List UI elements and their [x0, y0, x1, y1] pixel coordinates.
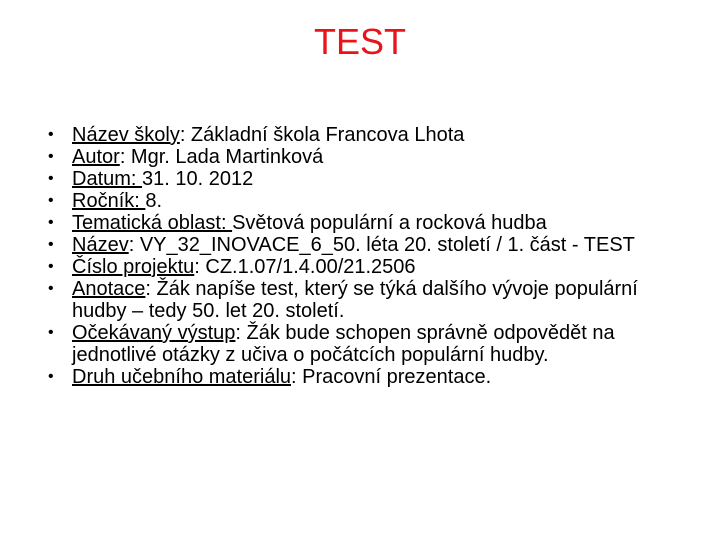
slide-title: TEST: [313, 21, 406, 62]
list-item-author: [48, 146, 688, 168]
item-value: 31. 10. 2012: [142, 168, 254, 190]
item-value: : Základní škola Francova Lhota: [179, 124, 465, 146]
item-label: Název: [72, 234, 129, 256]
item-value: : Pracovní prezentace.: [291, 366, 492, 388]
item-label: Autor: [72, 146, 120, 168]
item-value: : Mgr. Lada Martinková: [119, 146, 324, 168]
item-label: Číslo projektu: [72, 256, 195, 278]
item-label: Anotace: [72, 278, 146, 300]
bullet-icon: •: [48, 324, 54, 341]
list-item-date: [48, 168, 688, 190]
list-item-annotation: [48, 278, 688, 322]
list-item-material-type: [48, 366, 688, 388]
item-label: Tematická oblast:: [72, 212, 233, 234]
item-label: Druh učebního materiálu: [72, 366, 292, 388]
list-item-topic: [48, 212, 688, 234]
item-label: Ročník:: [72, 190, 146, 212]
list-item-name: [48, 234, 688, 256]
list-item-grade: [48, 190, 688, 212]
bullet-icon: •: [48, 192, 54, 209]
bullet-icon: •: [48, 236, 54, 253]
item-value: 8.: [145, 190, 163, 212]
bullet-icon: •: [48, 214, 54, 231]
bullet-icon: •: [48, 368, 54, 385]
item-value: : CZ.1.07/1.4.00/21.2506: [194, 256, 416, 278]
item-value: : Žák napíše test, který se týká dalšího vývoje populární hudby – tedy 50. let 20. století.: [72, 278, 638, 322]
list-item-expected-outcome: [48, 322, 688, 366]
item-value: Světová populární a rocková hudba: [232, 212, 547, 234]
bullet-icon: •: [48, 170, 54, 187]
bullet-icon: •: [48, 280, 54, 297]
item-label: Datum:: [72, 168, 143, 190]
item-label: Název školy: [72, 124, 180, 146]
bullet-icon: •: [48, 148, 54, 165]
item-value: : Žák bude schopen správně odpovědět na jednotlivé otázky z učiva o počátcích populární hudby.: [72, 322, 615, 366]
list-item-project-number: [48, 256, 688, 278]
item-label: Očekávaný výstup: [72, 322, 236, 344]
info-list: [48, 124, 688, 388]
bullet-icon: •: [48, 126, 54, 143]
list-item-school: [48, 124, 688, 146]
bullet-icon: •: [48, 258, 54, 275]
item-value: : VY_32_INOVACE_6_50. léta 20. století / 1. část - TEST: [128, 234, 635, 256]
